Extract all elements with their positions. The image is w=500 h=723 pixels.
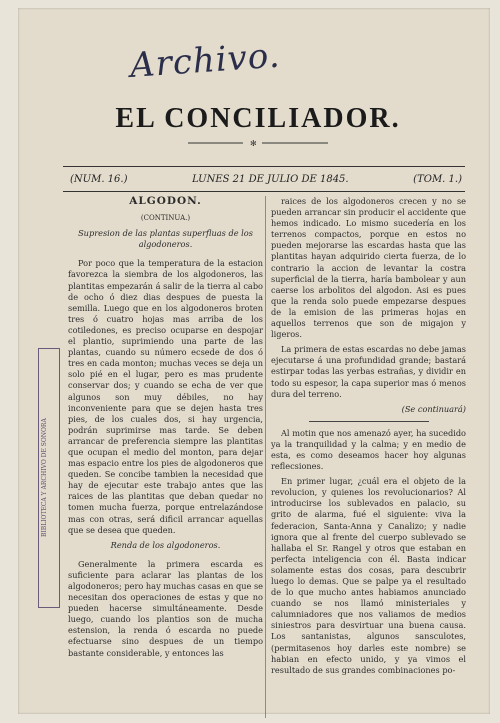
article-subtitle-2: Renda de los algodoneros. (110, 539, 221, 550)
right-column (271, 196, 466, 680)
issue-number: (NUM. 16.) (70, 174, 128, 185)
newspaper-title: EL CONCILIADOR. (115, 103, 401, 134)
issue-tome: (TOM. 1.) (413, 174, 462, 185)
archive-stamp: BIBLIOTECA Y ARCHIVO DE SONORA (38, 348, 60, 608)
paragraph: Al motin que nos amenazó ayer, ha sucedido ya la tranquilidad y la calma; y en medio de esta, es como deseamos hacer hoy algunas reflecsiones. (271, 427, 466, 472)
paragraph: En primer lugar, ¿cuál era el objeto de la revolucion, y quienes los revolucionarios? Al introducirse los sublevados en palacio, su grito de alarma, fué el siguiente: viva la federacion, Santa-Anna y Canalizo; y nadie ignora que al frente del cuerpo sublevado se hallaba el Sr. Rangel y otros que estaban en perfecta inteligencia con él. Basta indicar solamente estas dos cosas, para descubrir luego lo demas. Que se palpe ya el resultado de lo que mucho antes habiamos anunciado cuando se nos llamó ministeriales y calumniadores que nos valiamos de medios siniestros para desvirtuar una buena causa. Los santanistas, algunos sansculotes, (permitasenos hoy darles este nombre) se habian en efecto unido, y ya vimos el resultado de sus grandes combinaciones po- (271, 476, 466, 675)
column-divider (265, 196, 266, 718)
svg-text:✻: ✻ (250, 139, 257, 148)
article-separator (309, 421, 429, 422)
paragraph: raices de los algodoneros crecen y no se pueden arrancar sin producir el accidente que hemos indicado. Lo mismo sucedería en los terrenos compactos, porque en estos no pueden mejorarse las escardas hasta que las plantitas hayan adquirido cierta fuerza, de lo contrario la accion de levantar la costra superficial de la tierra, haría bambolear y aun caerse los arbolitos del algodon. Asi es pues que la renda solo puede empezarse despues de la emision de las primeras hojas en aquellos terrenos que son de migajon y ligeros. (271, 196, 466, 340)
issue-date: LUNES 21 DE JULIO DE 1845. (192, 174, 349, 185)
continued-label: (CONTINUA.) (140, 214, 191, 223)
header-rule-bottom (63, 191, 465, 192)
issue-info-row (70, 174, 462, 190)
paragraph: Generalmente la primera escarda es suficiente para aclarar las plantas de los algodoneros; pero hay muchas casas en que se necesitan dos operaciones de estas y que no pueden hacerse simultáneamente. Desde luego, cuando los plantios son de mucha estension, la renda ó escarda no puede efectuarse sino despues de un tiempo bastante considerable, y entonces las (68, 558, 263, 658)
paragraph: La primera de estas escardas no debe jamas ejecutarse á una profundidad grande; bastará estirpar todas las yerbas estrañas, y dividir en todo su espesor, la capa superior mas ó menos dura del terreno. (271, 344, 466, 399)
section-title: ALGODON. (129, 195, 202, 207)
handwritten-annotation: Archivo. (128, 35, 282, 86)
left-column (68, 196, 263, 663)
article-subtitle: Supresion de las plantas superfluas de los algodoneros. (78, 228, 253, 250)
continued-note: (Se continuará) (401, 403, 466, 414)
newspaper-page (18, 8, 490, 714)
ornament-divider-icon (188, 138, 328, 148)
header-rule-top (63, 166, 465, 167)
paragraph: Por poco que la temperatura de la estacion favorezca la siembra de los algodoneros, las plantitas empezarán á salir de la tierra al cabo de ocho ó diez dias despues de puesta la semilla. Luego que en los algodoneros broten tres ó cuatro hojas mas arriba de los cotiledones, es preciso ocuparse en despojar el plantio, suprimiendo una parte de las plantas, cuando su número ecsede de dos ó tres en cada monton; muchas veces se deja un solo pié en el lugar, pero es mas prudente conservar dos; y cuando se echa de ver que algunos son muy débiles, no hay inconveniente para que se dejen hasta tres pies, de los cuales dos, si hay urgencia, podrán suprimirse mas tarde. Se deben arrancar de preferencia siempre las plantitas que ocupan el medio del monton, para dejar mas espacio entre los pies de algodoneros que queden. Se concibe tambien la necesidad que hay de ejecutar este trabajo antes que las raices de las plantitas que deban quedar no tomen mucha fuerza, porque entrelazándose mas con otras, será dificil arrancar aquellas que se desea que queden. (68, 258, 263, 535)
